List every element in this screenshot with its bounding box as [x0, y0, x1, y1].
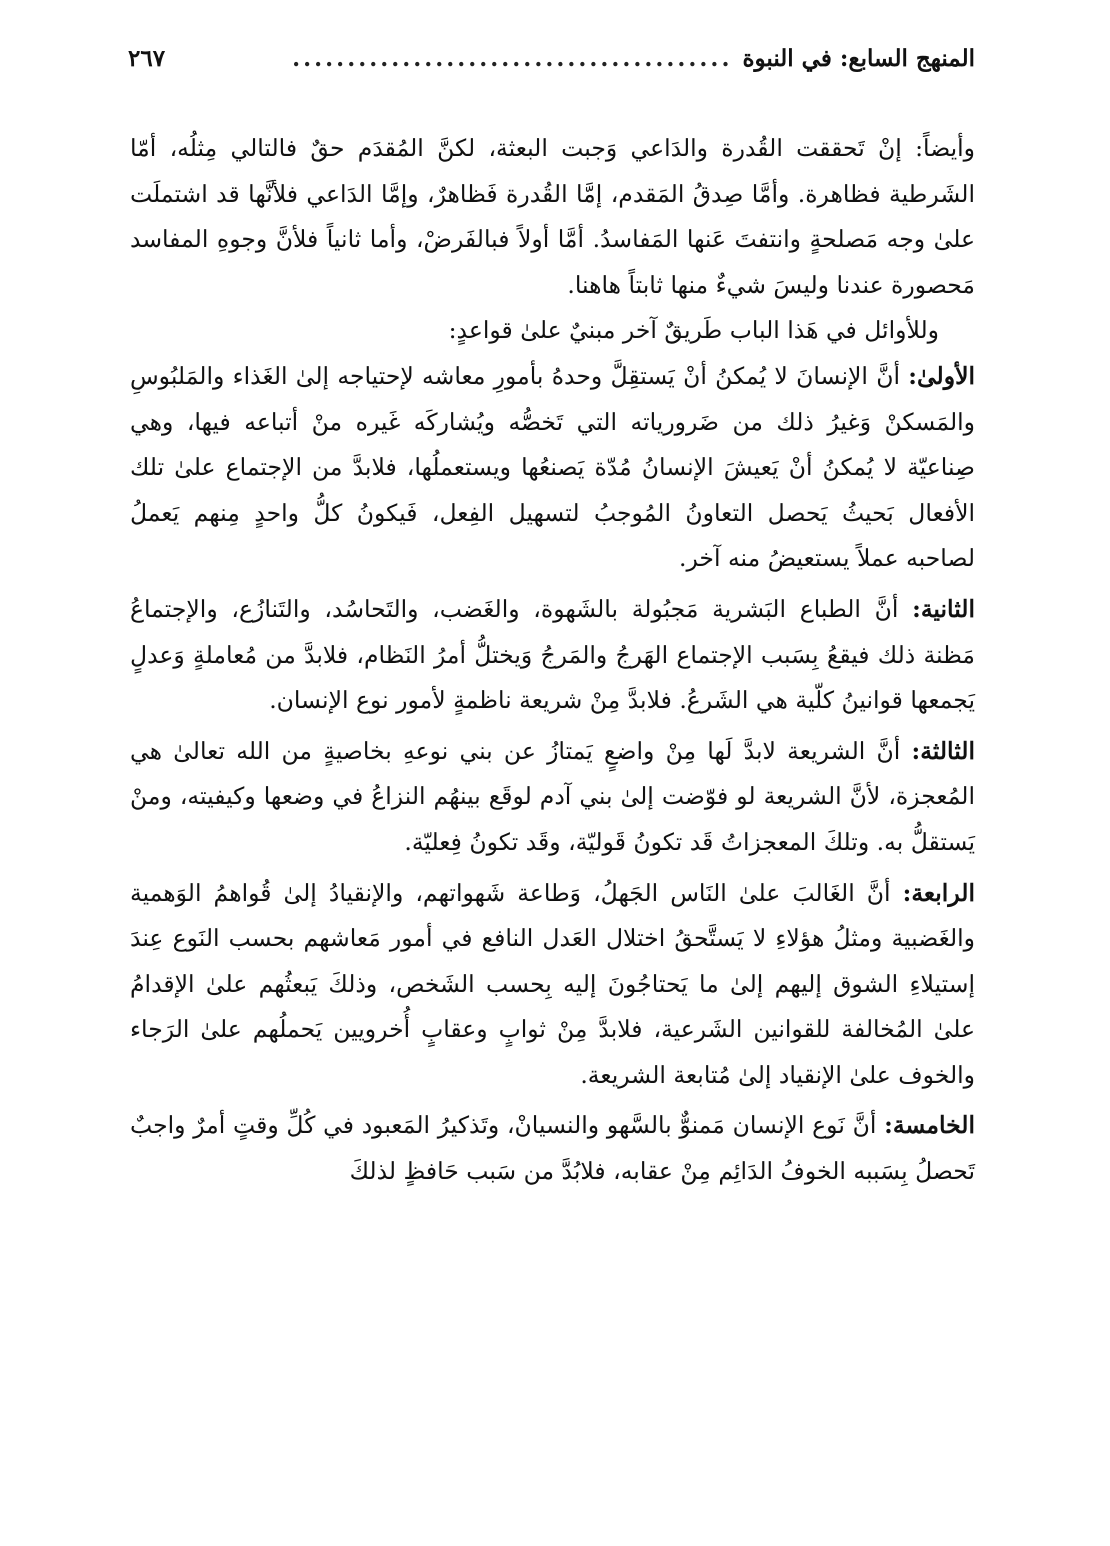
paragraph-text: أنَّ الإنسانَ لا يُمكنُ أنْ يَستقِلَّ وحدهُ بأمورِ معاشه لإحتياجه إلىٰ الغَذاء والمَلبُوسِ والمَسكنْ وَغيرُ ذلك من ضَرورياته التي تَخصُّه ويُشاركَه غَيره منْ أتباعه فيها، وهي صِناعيّة لا يُمكنُ أنْ يَعيشَ الإنسانُ مُدّة يَصنعُها ويستعملُها، فلابدَّ من الإجتماع علىٰ تلك الأفعال بَحيثُ يَحصل التعاونُ المُوجبُ لتسهيل الفِعل، فَيكونُ كلُّ واحدٍ مِنهم يَعملُ لصاحبه عملاً يستعيضُ منه آخر. [130, 361, 975, 573]
paragraph-lead: الخامسة: [884, 1111, 975, 1140]
paragraph-fourth-rule [130, 871, 975, 1099]
chapter-title: المنهج السابع: في النبوة [742, 44, 975, 72]
paragraph-lead: الثالثة: [911, 736, 975, 765]
paragraph-text: أنَّ الطباع البَشرية مَجبُولة بالشَهوة، والغَضب، والتَحاسُد، والتَنازُع، والإجتماعُ مَظنة ذلك فيقعُ بِسَبب الإجتماع الهَرجُ والمَرجُ وَيختلُّ أمرُ النَظام، فلابدَّ من مُعاملةٍ وَعدلٍ يَجمعها قوانينُ كلّية هي الشَرعُ. فلابدَّ مِنْ شريعة ناظمةٍ لأمور نوع الإنسان. [130, 594, 975, 715]
dot-leader: ........................................ [292, 44, 733, 72]
paragraph-text: وأيضاً: إنْ تَحققت القُدرة والدَاعي وَجبت البعثة، لكنَّ المُقدَم حقٌ فالتالي مِثلُه، أمّا الشَرطية فظاهرة. وأمَّا صِدقُ المَقدم، إمَّا القُدرة فَظاهرٌ، وإمَّا الدَاعي فلأنَّها قد اشتملَت علىٰ وجه مَصلحةٍ وانتفتَ عَنها المَفاسدُ. أمَّا أولاً فبالفَرضْ، وأما ثانياً فلأنَّ وجوهِ المفاسد مَحصورة عندنا وليسَ شيءٌ منها ثابتاً هاهنا. [130, 134, 975, 299]
paragraph-intro [130, 126, 975, 308]
running-header [128, 40, 975, 76]
paragraph-lead: الثانية: [912, 594, 975, 623]
paragraph-second-rule [130, 587, 975, 724]
body-text [130, 126, 975, 1195]
paragraph-lead: الرابعة: [902, 878, 975, 907]
paragraph-text: أنَّ الشريعة لابدَّ لَها مِنْ واضعٍ يَمتازُ عن بني نوعهِ بخاصيةٍ من الله تعالىٰ هي المُعجزة، لأنَّ الشريعة لو فوّضت إلىٰ بني آدم لوقَع بينهُم النزاعُ في وضعها وكيفيته، ومنْ يَستقلُّ به. وتلكَ المعجزاتُ قَد تكونُ قَوليّة، وقَد تكونُ فِعليّة. [130, 736, 975, 856]
paragraph-first-rule [130, 354, 975, 582]
paragraph-text: أنَّ الغَالبَ علىٰ النَاس الجَهلُ، وَطاعة شَهواتهم، والإنقيادُ إلىٰ قُواهمُ الوَهمية والغَضبية ومثلُ هؤلاءِ لا يَستَّحقُ اختلال العَدل النافع في أمور مَعاشهم بحسب النَوع عِندَ إستيلاءِ الشوق إليهم إلىٰ ما يَحتاجُونَ إليه بِحسب الشَخص، وذلكَ يَبعثُهم علىٰ الإقدامُ علىٰ المُخالفة للقوانين الشَرعية، فلابدَّ مِنْ ثوابٍ وعقابٍ أُخرويين يَحملُهم علىٰ الرَجاء والخوف علىٰ الإنقياد إلىٰ مُتابعة الشريعة. [130, 878, 975, 1089]
paragraph-lead: الأولىٰ: [908, 361, 975, 390]
page-number: ٢٦٧ [128, 44, 166, 72]
paragraph-text: أنَّ نَوع الإنسان مَمنوٌّ بالسَّهو والنسيانْ، وتَذكيرُ المَعبود في كُلِّ وقتٍ أمرٌ واجبٌ تَحصلُ بِسَببه الخوفُ الدَائِم مِنْ عقابه، فلابُدَّ من سَبب حَافظٍ لذلكَ [130, 1111, 975, 1186]
paragraph-third-rule [130, 729, 975, 866]
paragraph-fifth-rule [130, 1103, 975, 1194]
paragraph-text: وللأوائل في هَذا الباب طَريقٌ آخر مبنيٌ علىٰ قواعدٍ: [448, 316, 939, 345]
paragraph-preface [130, 308, 975, 354]
